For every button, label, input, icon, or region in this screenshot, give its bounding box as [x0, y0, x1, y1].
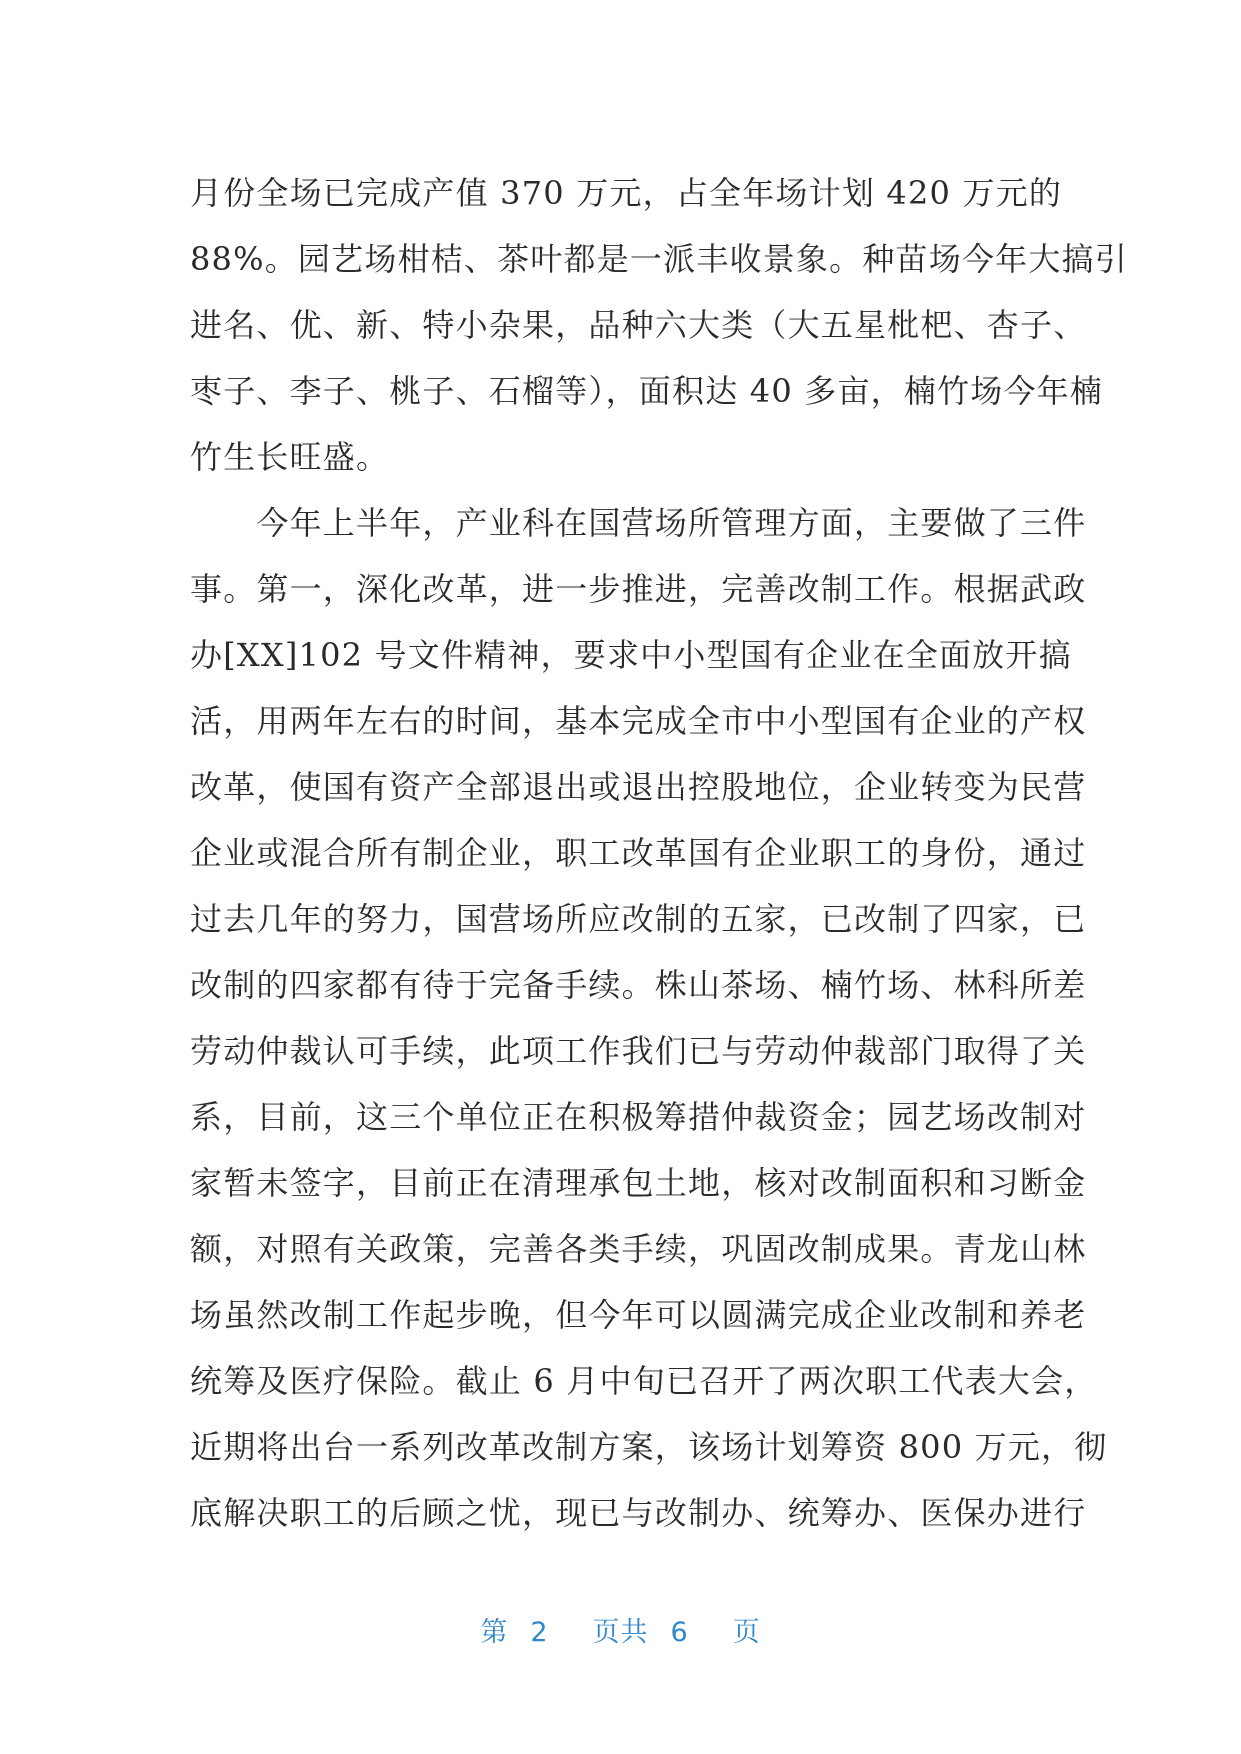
- text-line: 近期将出台一系列改革改制方案，该场计划筹资 800 万元，彻: [190, 1428, 1108, 1466]
- text-line: 枣子、李子、桃子、石榴等），面积达 40 多亩，楠竹场今年楠: [190, 372, 1104, 410]
- document-body: [190, 160, 1128, 1546]
- page-prefix: 第: [480, 1617, 509, 1648]
- text-line: 竹生长旺盛。: [190, 438, 390, 476]
- text-line: 统筹及医疗保险。截止 6 月中旬已召开了两次职工代表大会，: [190, 1362, 1098, 1400]
- total-pages-number: 6: [670, 1617, 689, 1648]
- text-line: 88%。园艺场柑桔、茶叶都是一派丰收景象。种苗场今年大搞引: [190, 240, 1128, 278]
- page-footer: [0, 1610, 1241, 1649]
- page-suffix: 页: [732, 1617, 761, 1648]
- text-line: 额，对照有关政策，完善各类手续，巩固改制成果。青龙山林: [190, 1230, 1087, 1268]
- text-line: 改革，使国有资产全部退出或退出控股地位，企业转变为民营: [190, 768, 1087, 806]
- text-line: 劳动仲裁认可手续，此项工作我们已与劳动仲裁部门取得了关: [190, 1032, 1087, 1070]
- text-line: 场虽然改制工作起步晚，但今年可以圆满完成企业改制和养老: [190, 1296, 1087, 1334]
- text-line: 过去几年的努力，国营场所应改制的五家，已改制了四家，已: [190, 900, 1087, 938]
- text-line: 改制的四家都有待于完备手续。株山茶场、楠竹场、林科所差: [190, 966, 1087, 1004]
- text-line: 今年上半年，产业科在国营场所管理方面，主要做了三件: [190, 504, 1087, 542]
- text-line: 家暂未签字，目前正在清理承包土地，核对改制面积和习断金: [190, 1164, 1087, 1202]
- text-line: 事。第一，深化改革，进一步推进，完善改制工作。根据武政: [190, 570, 1087, 608]
- text-line: 活，用两年左右的时间，基本完成全市中小型国有企业的产权: [190, 702, 1087, 740]
- text-line: 月份全场已完成产值 370 万元，占全年场计划 420 万元的: [190, 174, 1063, 212]
- page-middle: 页共: [592, 1617, 649, 1648]
- text-line: 进名、优、新、特小杂果，品种六大类（大五星枇杷、杏子、: [190, 306, 1087, 344]
- text-line: 底解决职工的后顾之忧，现已与改制办、统筹办、医保办进行: [190, 1494, 1087, 1532]
- current-page-number: 2: [530, 1617, 549, 1648]
- text-line: 企业或混合所有制企业，职工改革国有企业职工的身份，通过: [190, 834, 1087, 872]
- text-line: 办[XX]102 号文件精神，要求中小型国有企业在全面放开搞: [190, 636, 1072, 674]
- text-line: 系，目前，这三个单位正在积极筹措仲裁资金；园艺场改制对: [190, 1098, 1087, 1136]
